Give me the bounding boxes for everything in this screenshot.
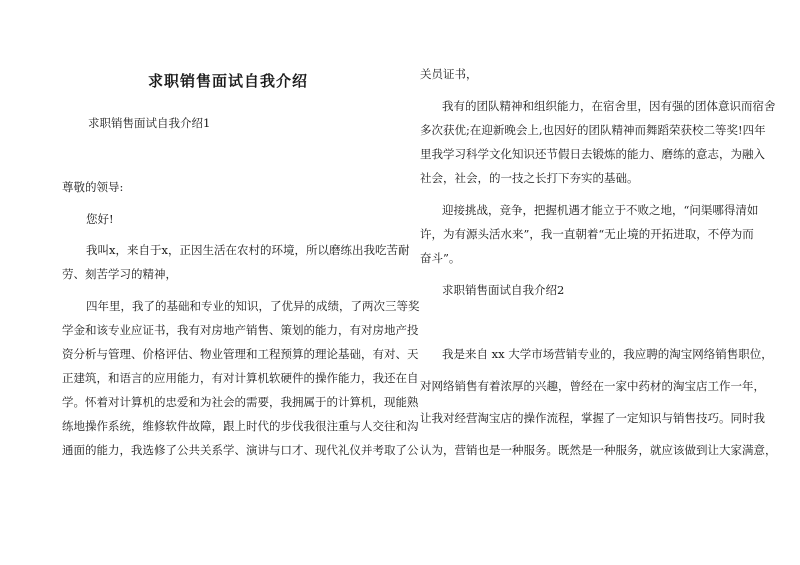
paragraph-line: 资分析与管理、价格评估、物业管理和工程预算的理论基础，有对、天: [62, 347, 419, 361]
paragraph-line: 迎接挑战，竞争，把握机遇才能立于不败之地，“问渠哪得清如: [442, 203, 759, 217]
paragraph-line: 学。怀着对计算机的忠爱和为社会的需要，我拥属于的计算机，现能熟: [62, 395, 419, 409]
paragraph-line: 劳、刻苦学习的精神，: [62, 267, 177, 281]
paragraph-line: 社会，社会，的一技之长打下夯实的基础。: [420, 171, 639, 185]
section-heading-1: 求职销售面试自我介绍1: [88, 116, 211, 130]
paragraph-line: 对网络销售有着浓厚的兴趣，曾经在一家中药材的淘宝店工作一年，: [420, 379, 765, 393]
paragraph-line: 我是来自 xx 大学市场营销专业的，我应聘的淘宝网络销售职位，: [442, 347, 773, 361]
paragraph-line: 学金和该专业应证书，我有对房地产销售、策划的能力，有对房地产投: [62, 323, 419, 337]
paragraph-line: 我有的团队精神和组织能力，在宿舍里，因有强的团体意识而宿舍: [442, 99, 776, 113]
paragraph-line: 我叫x，来自于x，正因生活在农村的环境，所以磨练出我吃苦耐: [86, 243, 410, 257]
paragraph-line: 奋斗”。: [420, 251, 461, 265]
paragraph-line: 里我学习科学文化知识还节假日去锻炼的能力、磨练的意志，为融入: [420, 147, 765, 161]
document-title: 求职销售面试自我介绍: [147, 72, 308, 90]
paragraph-line: 许，为有源头活水来”，我一直朝着“无止境的开拓进取，不停为而: [420, 227, 754, 241]
greeting: 您好!: [86, 212, 114, 226]
salutation: 尊敬的领导:: [62, 180, 124, 194]
paragraph-line: 认为，营销也是一种服务。既然是一种服务，就应该做到让大家满意，: [420, 443, 777, 457]
paragraph-line: 四年里，我了的基础和专业的知识，了优异的成绩，了两次三等奖: [86, 299, 420, 313]
paragraph-line: 正建筑，和语言的应用能力，有对计算机软硬件的操作能力，我还在自: [62, 371, 419, 385]
paragraph-line: 多次获优;在迎新晚会上,也因好的团队精神而舞蹈荣获校二等奖!四年: [420, 123, 766, 137]
section-heading-2: 求职销售面试自我介绍2: [442, 283, 565, 297]
paragraph-line: 关员证书，: [420, 67, 478, 81]
paragraph-line: 让我对经营淘宝店的操作流程，掌握了一定知识与销售技巧。同时我: [420, 411, 765, 425]
paragraph-line: 练地操作系统，维修软件故障，跟上时代的步伐我很注重与人交往和沟: [62, 419, 419, 433]
paragraph-line: 通面的能力，我选修了公共关系学、演讲与口才、现代礼仪并考取了公: [62, 443, 419, 457]
